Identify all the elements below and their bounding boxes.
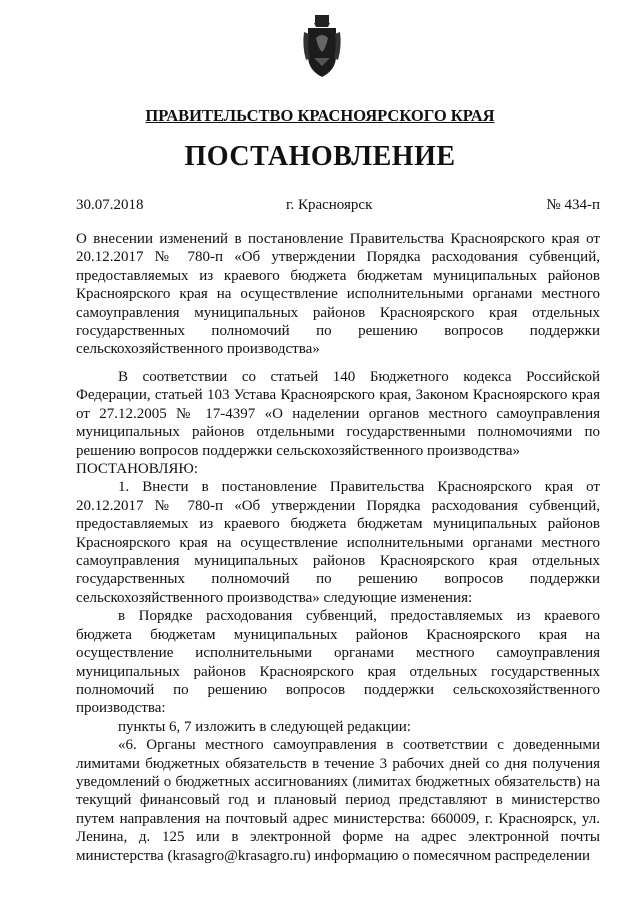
item-1-paragraph: 1. Внести в постановление Правительства Красноярского края от 20.12.2017 № 780-п «Об утверждении Порядка расходования субвенций, предоставляемых из краевого бюджета бюджетам муниципальных районов Красноярского края на осуществление исполнительными органами местного самоуправления муниципальных районов Красноярского края отдельных государственных полномочий по решению вопросов поддержки сельскохозяйственного производства» следующие изменения:	[76, 479, 600, 606]
point-6-paragraph: «6. Органы местного самоуправления в соответствии с доведенными лимитами бюджетных обязательств в течение 3 рабочих дней со дня получения уведомлений о бюджетных ассигнованиях (лимитах бюджетных обязательств) на текущий финансовый год и плановый период представляют в министерство путем направления на почтовый адрес министерства: 660009, г. Красноярск, ул. Ленина, д. 125 или в электронной форме на адрес электронной почты министерства (krasagro@krasagro.ru) информацию о помесячном распределении	[76, 737, 600, 864]
coat-of-arms-icon	[302, 14, 342, 80]
points-paragraph: пункты 6, 7 изложить в следующей редакции:	[118, 718, 411, 735]
document-meta	[76, 197, 600, 217]
document-city: г. Красноярск	[286, 197, 373, 213]
document-type: ПОСТАНОВЛЕНИЕ	[184, 141, 456, 172]
document-title	[76, 230, 600, 359]
document-number: № 434-п	[546, 197, 600, 213]
document-date: 30.07.2018	[76, 197, 144, 213]
government-name: ПРАВИТЕЛЬСТВО КРАСНОЯРСКОГО КРАЯ	[145, 106, 495, 125]
resolve-heading: ПОСТАНОВЛЯЮ:	[76, 461, 198, 478]
preamble-paragraph: В соответствии со статьей 140 Бюджетного кодекса Российской Федерации, статьей 103 Устава Красноярского края, Законом Красноярского края от 27.12.2005 № 17-4397 «О наделении органов местного самоуправления муниципальных районов отдельными государственными полномочиями по решению вопросов поддержки сельскохозяйственного производства»	[76, 369, 600, 459]
title-text: О внесении изменений в постановление Правительства Красноярского края от 20.12.2017 № 780-п «Об утверждении Порядка расходования субвенций, предоставляемых из краевого бюджета бюджетам муниципальных районов Красноярского края на осуществление исполнительными органами местного самоуправления муниципальных районов Красноярского края отдельных государственных полномочий по решению вопросов поддержки сельскохозяйственного производства»	[76, 231, 600, 358]
document-body	[76, 368, 600, 865]
item-1-subparagraph: в Порядке расходования субвенций, предоставляемых из краевого бюджета бюджетам муниципальных районов Красноярского края на осуществление исполнительными органами местного самоуправления муниципальных районов Красноярского края отдельных государственных полномочий по решению вопросов поддержки сельскохозяйственного производства:	[76, 608, 600, 717]
